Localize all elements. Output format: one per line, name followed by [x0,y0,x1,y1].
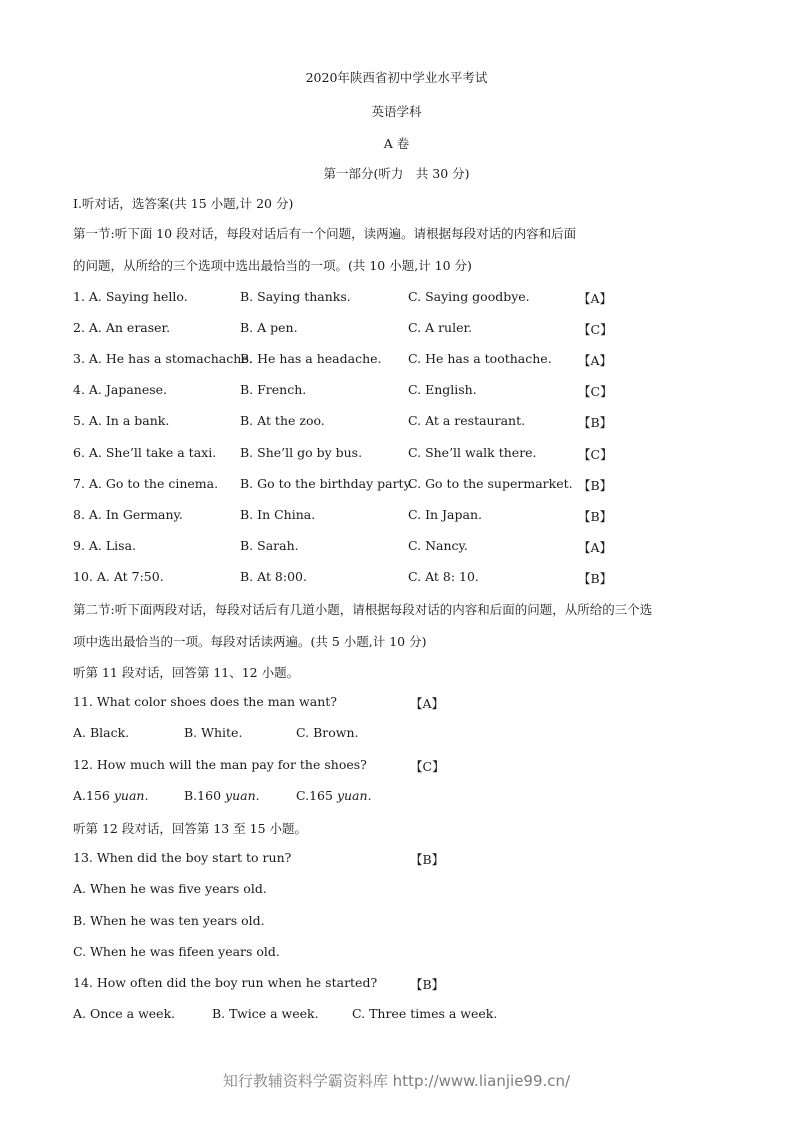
footer-watermark: 知行教辅资料学霸资料库 http://www.lianjie99.cn/ [222,1072,571,1090]
option-a: 2. A. An eraser. [73,320,171,335]
section1-instruction-line1: 第一节:听下面 10 段对话，每段对话后有一个问题，读两遍。请根据每段对话的内容和后面 [73,226,577,241]
section1-instruction-line2: 的问题，从所给的三个选项中选出最恰当的一项。(共 10 小题,计 10 分) [73,258,472,273]
question-13-option-c: C. When he was fifeen years old. [73,944,280,959]
option-a: 7. A. Go to the cinema. [73,476,219,491]
option-c: C. A ruler. [408,320,473,335]
option-c: C. English. [408,382,477,397]
question-12-answer: 【C】 [410,759,445,774]
dialog-12-instruction: 听第 12 段对话，回答第 13 至 15 小题。 [73,821,308,836]
option-c: C. Nancy. [408,538,468,553]
section2-instruction-line2: 项中选出最恰当的一项。每段对话读两遍。(共 5 小题,计 10 分) [73,634,427,649]
answer-key: 【B】 [578,509,613,524]
question-14-option-b: B. Twice a week. [212,1006,319,1021]
option-a: 10. A. At 7:50. [73,569,164,584]
option-b: B. At 8:00. [240,569,307,584]
question-14-option-c: C. Three times a week. [352,1006,498,1021]
option-a: 4. A. Japanese. [73,382,168,397]
option-a: 1. A. Saying hello. [73,289,188,304]
question-13-option-b: B. When he was ten years old. [73,913,265,928]
option-b: B. In China. [240,507,316,522]
question-11-option-c: C. Brown. [296,725,359,740]
answer-key: 【B】 [578,415,613,430]
option-b: B. French. [240,382,307,397]
answer-key: 【A】 [578,291,613,306]
exam-subject: 英语学科 [371,104,422,119]
answer-key: 【C】 [578,384,613,399]
option-b: B. He has a headache. [240,351,382,366]
option-c: C. She’ll walk there. [408,445,537,460]
section-heading: I.听对话，选答案(共 15 小题,计 20 分) [73,196,294,211]
question-14-text: 14. How often did the boy run when he started? [73,975,378,990]
option-a: 5. A. In a bank. [73,413,170,428]
option-c: C. He has a toothache. [408,351,552,366]
question-14-option-a: A. Once a week. [73,1006,176,1021]
question-12-option-b: B.160 yuan. [184,788,260,803]
option-c: C. At a restaurant. [408,413,526,428]
question-11-text: 11. What color shoes does the man want? [73,694,337,709]
exam-title: 2020年陕西省初中学业水平考试 [305,70,488,85]
answer-key: 【B】 [578,478,613,493]
section2-instruction-line1: 第二节:听下面两段对话，每段对话后有几道小题，请根据每段对话的内容和后面的问题，从所给的三个选 [73,602,653,617]
option-b: B. Go to the birthday party. [240,476,413,491]
option-a: 6. A. She’ll take a taxi. [73,445,217,460]
option-b: B. At the zoo. [240,413,325,428]
dialog-11-instruction: 听第 11 段对话，回答第 11、12 小题。 [73,665,300,680]
option-a: 9. A. Lisa. [73,538,137,553]
answer-key: 【A】 [578,540,613,555]
answer-key: 【C】 [578,447,613,462]
option-c: C. In Japan. [408,507,482,522]
unit-text: yuan [225,788,256,803]
unit-text: yuan [336,788,368,803]
option-b: B. Saying thanks. [240,289,351,304]
option-a: 3. A. He has a stomachache. [73,351,253,366]
option-c: C. Saying goodbye. [408,289,530,304]
option-c: C. Go to the supermarket. [408,476,573,491]
option-b: B. A pen. [240,320,298,335]
question-11-option-b: B. White. [184,725,243,740]
option-b: B. She’ll go by bus. [240,445,363,460]
unit-text: yuan [113,788,145,803]
answer-key: 【C】 [578,322,613,337]
question-13-option-a: A. When he was five years old. [73,881,267,896]
paper-label: A 卷 [383,136,410,151]
question-13-text: 13. When did the boy start to run? [73,850,292,865]
answer-key: 【A】 [578,353,613,368]
question-12-option-a: A.156 yuan. [73,788,149,803]
question-11-answer: 【A】 [410,696,445,711]
question-11-option-a: A. Black. [73,725,130,740]
option-a: 8. A. In Germany. [73,507,183,522]
question-13-answer: 【B】 [410,852,445,867]
answer-key: 【B】 [578,571,613,586]
question-12-text: 12. How much will the man pay for the shoes? [73,757,367,772]
option-c: C. At 8: 10. [408,569,479,584]
question-14-answer: 【B】 [410,977,445,992]
option-b: B. Sarah. [240,538,299,553]
question-12-option-c: C.165 yuan. [296,788,372,803]
part-title: 第一部分(听力 共 30 分) [323,166,470,181]
